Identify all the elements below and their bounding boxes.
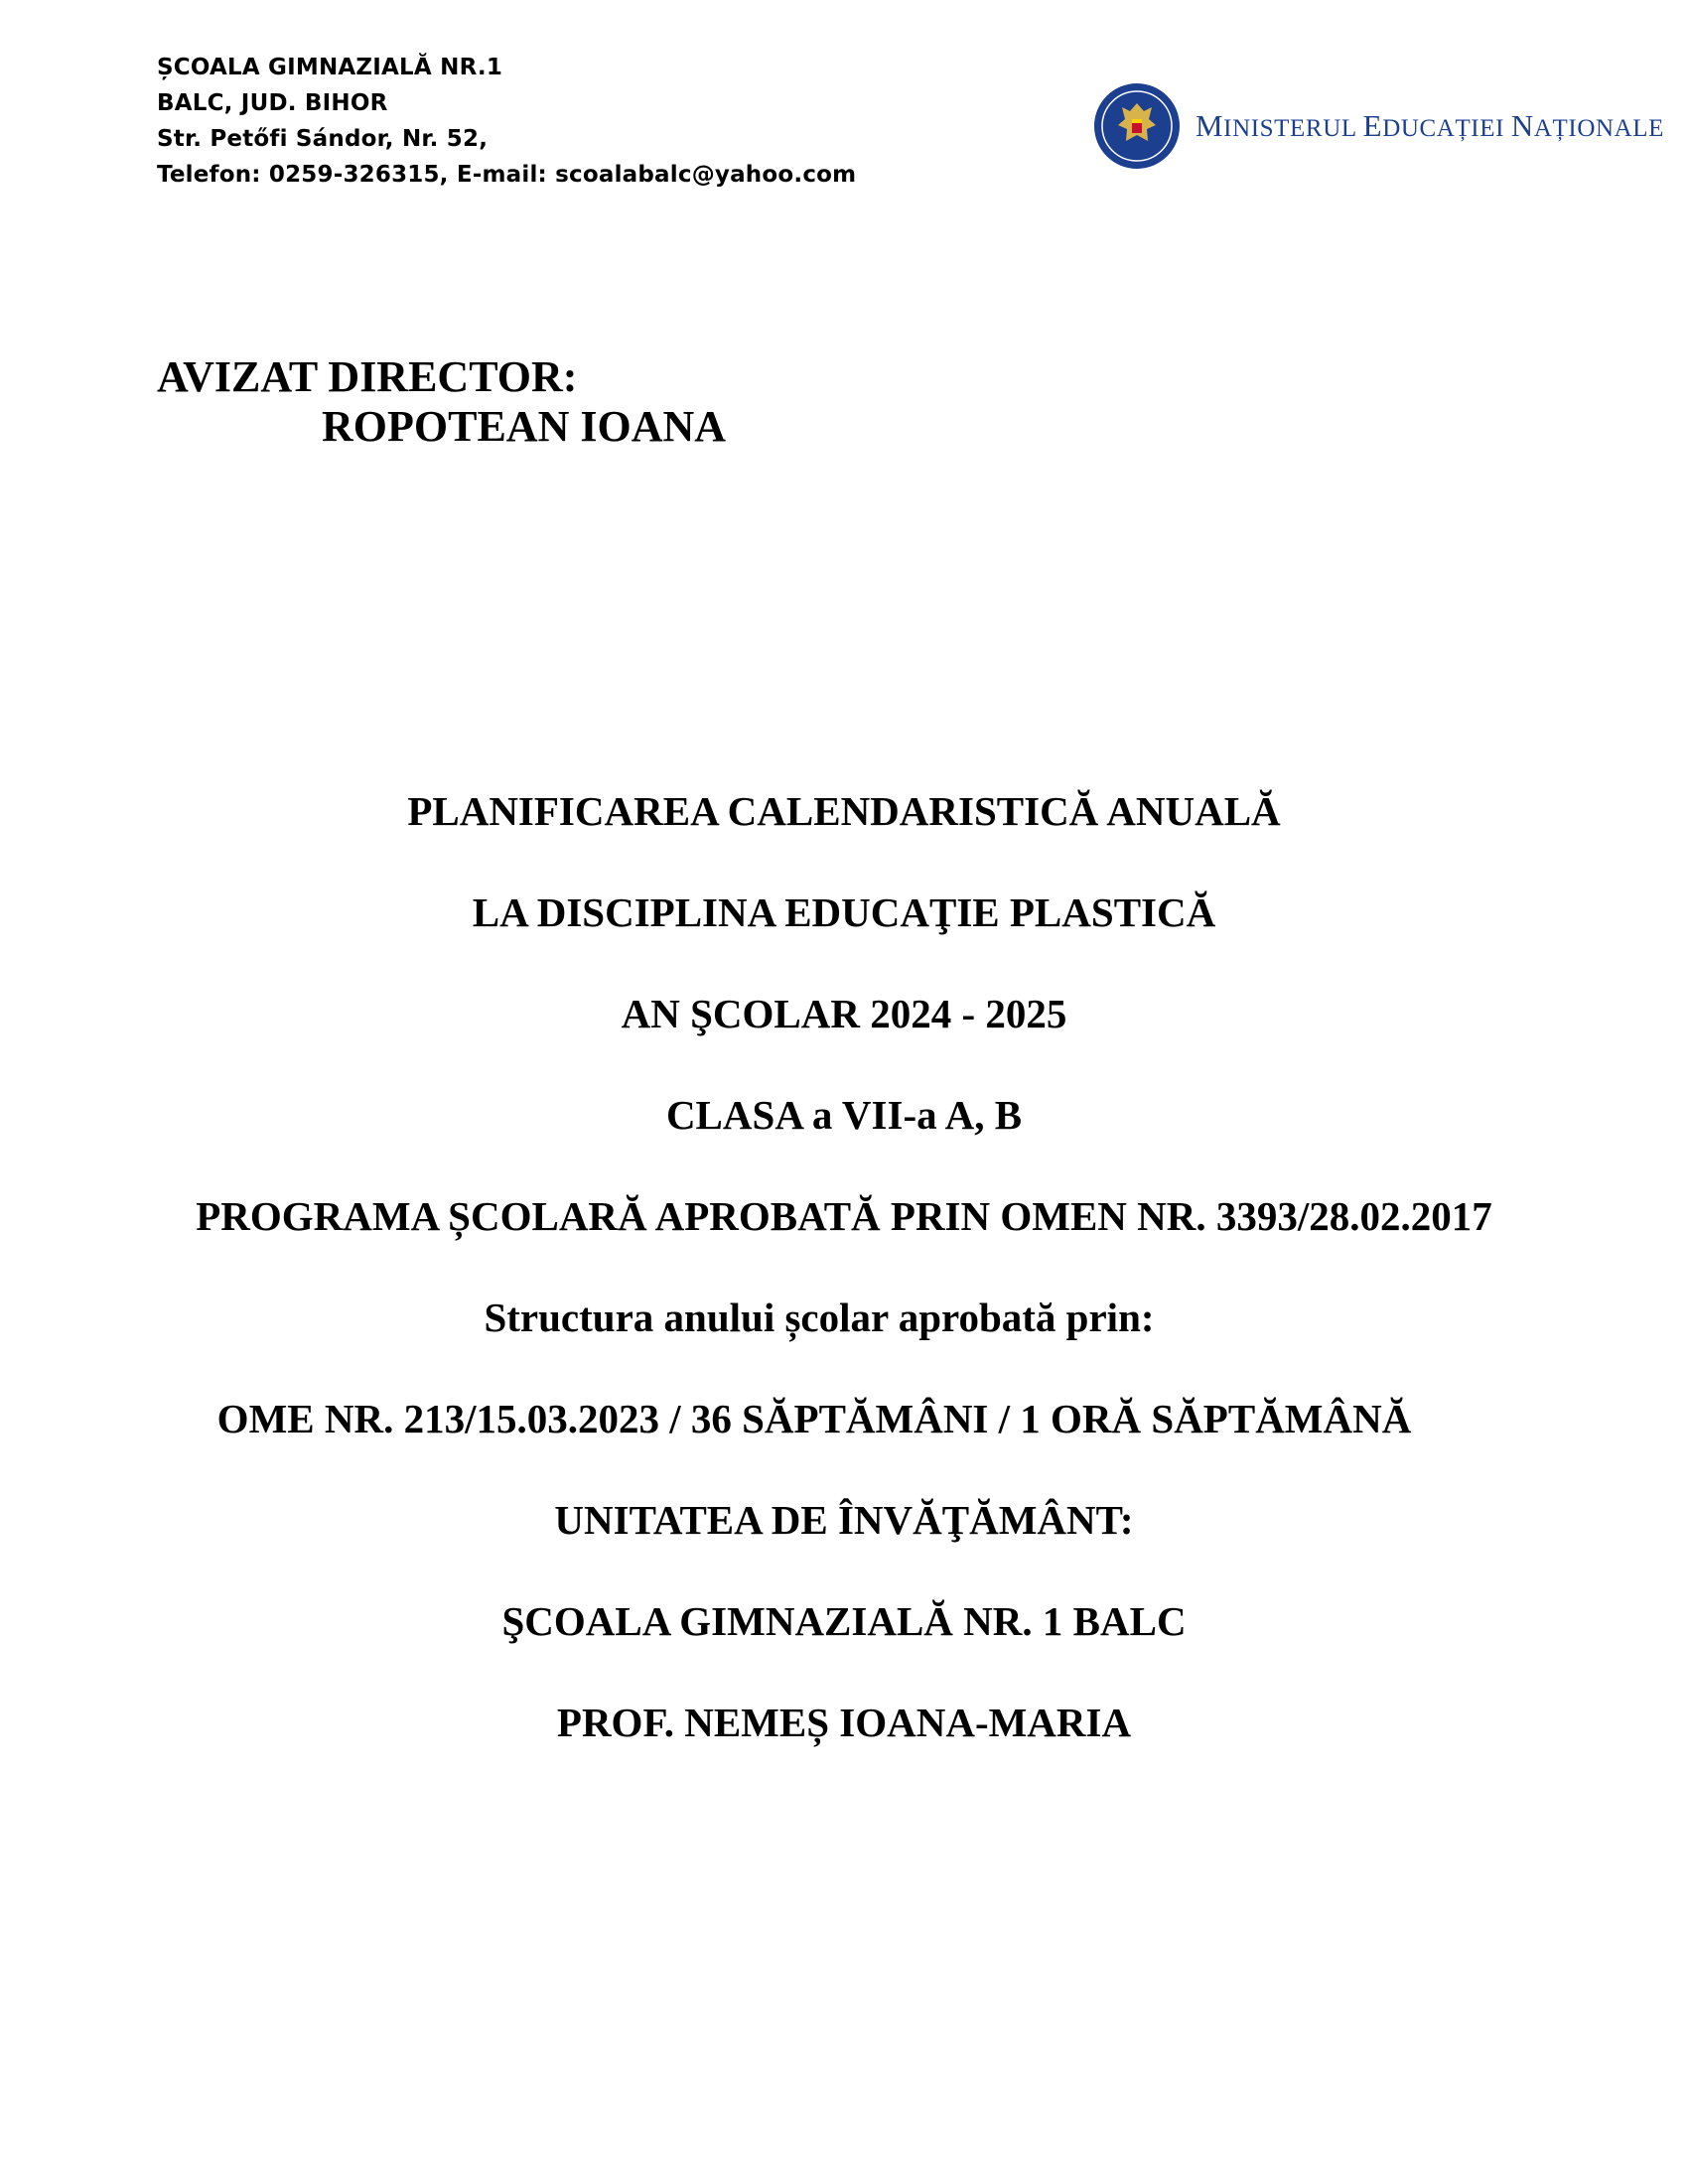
title-unit-name: ŞCOALA GIMNAZIALĂ NR. 1 BALC (501, 1598, 1187, 1644)
title-unit-label: UNITATEA DE ÎNVĂŢĂMÂNT: (554, 1497, 1134, 1543)
school-header (157, 50, 971, 193)
title-class: CLASA a VII-a A, B (665, 1092, 1023, 1138)
title-teacher: PROF. NEMEȘ IOANA-MARIA (556, 1700, 1132, 1745)
title-order-hours: OME NR. 213/15.03.2023 / 36 SĂPTĂMÂNI / 1 ORĂ SĂPTĂMÂNĂ (216, 1396, 1412, 1441)
approval-label: AVIZAT DIRECTOR: (157, 352, 578, 401)
school-address: Str. Petőfi Sándor, Nr. 52, (157, 126, 489, 152)
director-approval (157, 352, 726, 452)
title-discipline: LA DISCIPLINA EDUCAŢIE PLASTICĂ (472, 889, 1216, 935)
school-contact: Telefon: 0259-326315, E-mail: scoalabalc@yahoo.com (157, 162, 857, 188)
document-title-block (0, 786, 1688, 1799)
title-curriculum: PROGRAMA ȘCOLARĂ APROBATĂ PRIN OMEN NR. 3393/28.02.2017 (196, 1193, 1492, 1239)
title-planning: PLANIFICAREA CALENDARISTICĂ ANUALĂ (407, 788, 1281, 834)
title-year-structure: Structura anului școlar aprobată prin: (484, 1295, 1155, 1340)
title-school-year: AN ŞCOLAR 2024 - 2025 (621, 991, 1067, 1036)
director-name: ROPOTEAN IOANA (322, 402, 727, 451)
romanian-government-seal-icon (1092, 81, 1182, 171)
ministry-logo (1092, 81, 1665, 171)
school-name: ȘCOALA GIMNAZIALĂ NR.1 (157, 55, 503, 80)
school-location: BALC, JUD. BIHOR (157, 90, 388, 116)
ministry-name: MINISTERUL EDUCAȚIEI NAȚIONALE (1196, 108, 1665, 143)
